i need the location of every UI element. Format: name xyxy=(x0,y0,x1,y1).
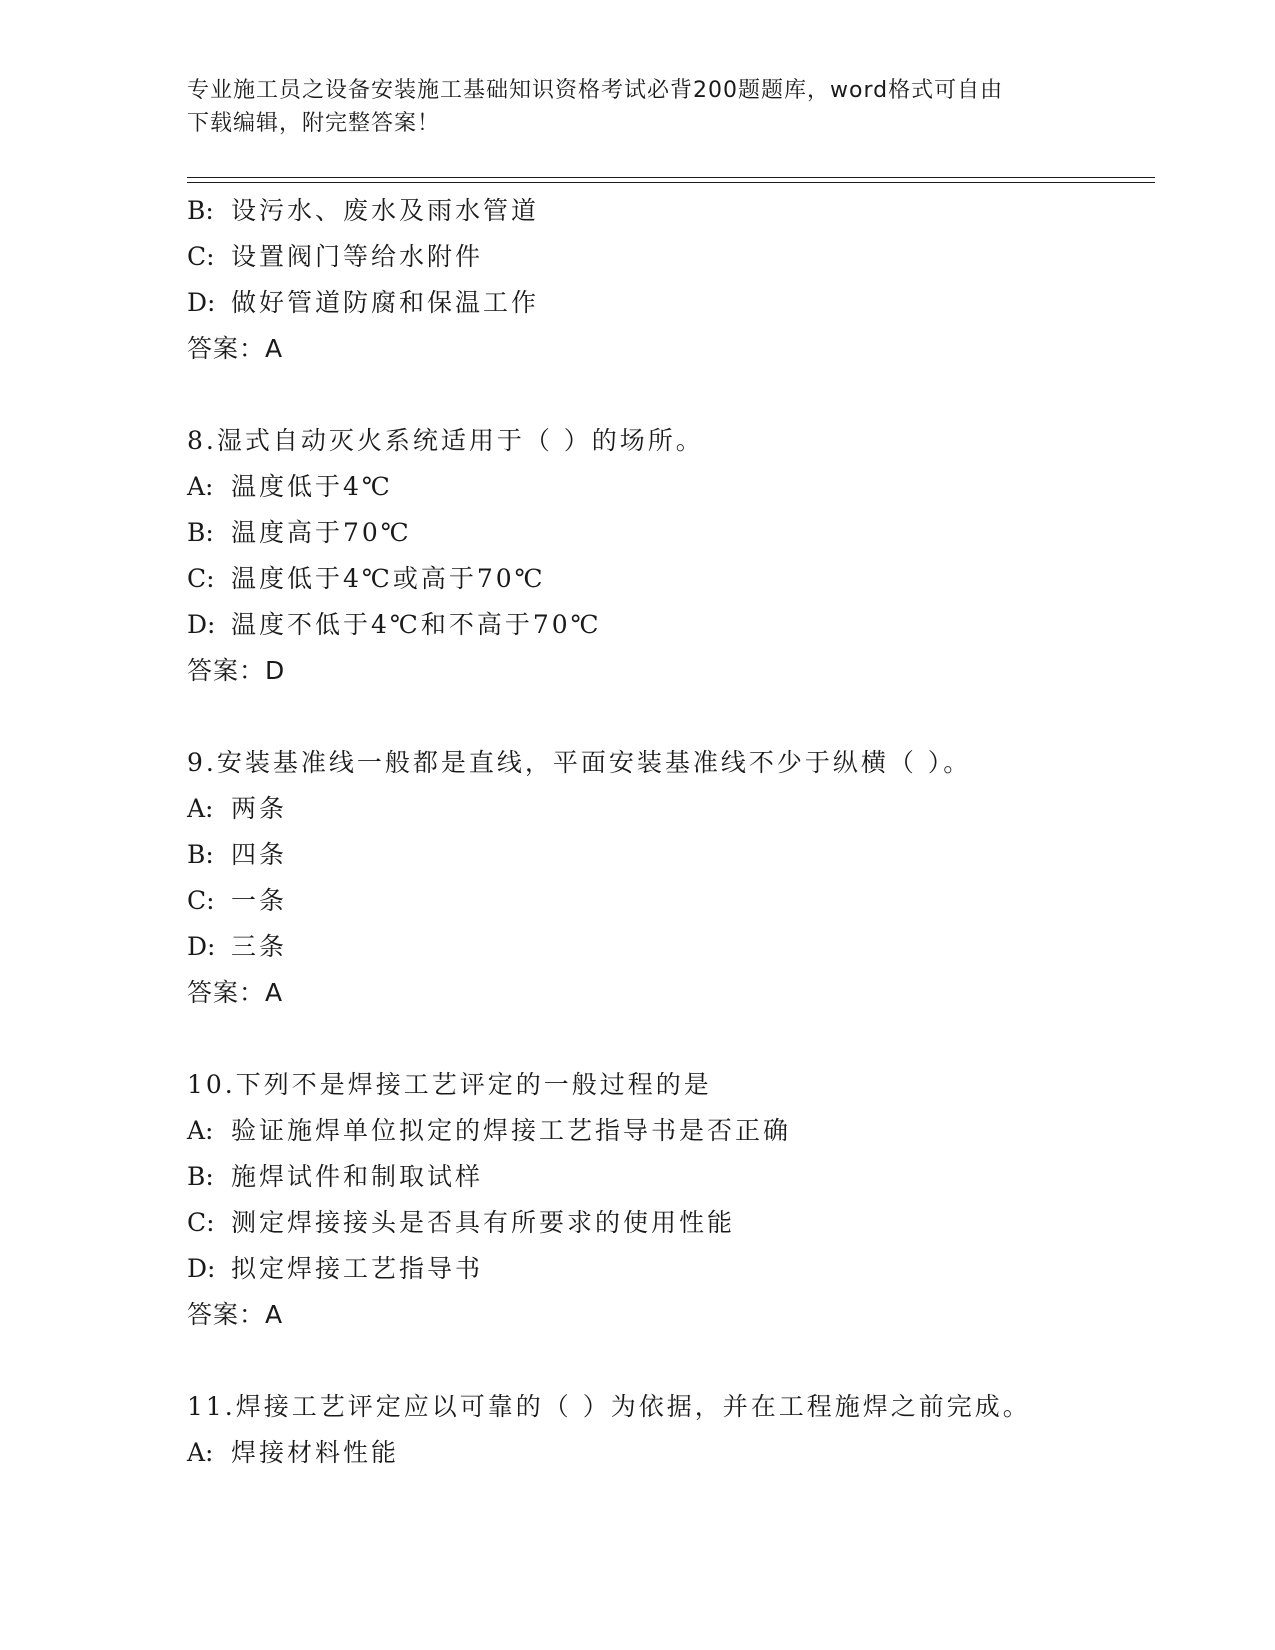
option-text: 测定焊接接头是否具有所要求的使用性能 xyxy=(231,1208,736,1237)
option-row xyxy=(187,1200,1155,1246)
question-9 xyxy=(187,740,1155,1016)
option-row xyxy=(187,188,1155,234)
option-text: 一条 xyxy=(231,886,288,915)
option-text: 做好管道防腐和保温工作 xyxy=(231,288,540,317)
option-row xyxy=(187,878,1155,924)
option-label: B: xyxy=(187,518,214,547)
spacer xyxy=(187,694,1155,740)
option-row xyxy=(187,1246,1155,1292)
option-label: D: xyxy=(187,610,216,639)
option-label: D: xyxy=(187,288,216,317)
option-text: 验证施焊单位拟定的焊接工艺指导书是否正确 xyxy=(231,1116,792,1145)
option-label: A: xyxy=(187,472,214,501)
header-rule-bottom xyxy=(187,182,1155,183)
option-row xyxy=(187,786,1155,832)
option-row xyxy=(187,280,1155,326)
option-row xyxy=(187,924,1155,970)
option-row xyxy=(187,510,1155,556)
answer-line: 答案：A xyxy=(187,1300,284,1329)
option-text: 四条 xyxy=(231,840,288,869)
option-text: 焊接材料性能 xyxy=(231,1438,400,1467)
option-text: 设置阀门等给水附件 xyxy=(231,242,484,271)
option-row xyxy=(187,832,1155,878)
option-row xyxy=(187,464,1155,510)
option-row xyxy=(187,556,1155,602)
spacer xyxy=(187,1016,1155,1062)
question-list xyxy=(187,188,1155,1476)
option-row xyxy=(187,1430,1155,1476)
option-label: B: xyxy=(187,196,214,225)
option-text: 施焊试件和制取试样 xyxy=(231,1162,484,1191)
option-label: A: xyxy=(187,794,214,823)
header-rule-top xyxy=(187,177,1155,178)
option-label: D: xyxy=(187,1254,216,1283)
option-label: D: xyxy=(187,932,216,961)
question-11 xyxy=(187,1384,1155,1476)
option-label: A: xyxy=(187,1116,214,1145)
spacer xyxy=(187,1338,1155,1384)
option-label: C: xyxy=(187,242,215,271)
answer-line: 答案：A xyxy=(187,334,284,363)
header-line-2: 下载编辑，附完整答案！ xyxy=(187,111,441,136)
option-row xyxy=(187,1108,1155,1154)
option-label: C: xyxy=(187,886,215,915)
option-text: 温度低于4℃或高于70℃ xyxy=(231,564,546,593)
question-title: 10.下列不是焊接工艺评定的一般过程的是 xyxy=(187,1070,712,1099)
option-text: 温度低于4℃ xyxy=(231,472,393,501)
option-row xyxy=(187,234,1155,280)
question-title: 11.焊接工艺评定应以可靠的（ ）为依据，并在工程施焊之前完成。 xyxy=(187,1392,1031,1421)
option-text: 两条 xyxy=(231,794,288,823)
option-text: 三条 xyxy=(231,932,288,961)
option-text: 设污水、废水及雨水管道 xyxy=(231,196,540,225)
option-label: C: xyxy=(187,1208,215,1237)
option-text: 拟定焊接工艺指导书 xyxy=(231,1254,484,1283)
option-label: A: xyxy=(187,1438,214,1467)
question-8 xyxy=(187,418,1155,694)
question-title: 8.湿式自动灭火系统适用于（ ）的场所。 xyxy=(187,426,704,455)
option-text: 温度高于70℃ xyxy=(231,518,412,547)
question-title: 9.安装基准线一般都是直线，平面安装基准线不少于纵横（ ）。 xyxy=(187,748,972,777)
option-row xyxy=(187,602,1155,648)
document-header xyxy=(187,74,1067,140)
option-text: 温度不低于4℃和不高于70℃ xyxy=(231,610,602,639)
answer-line: 答案：D xyxy=(187,656,286,685)
option-label: C: xyxy=(187,564,215,593)
question-7-continuation xyxy=(187,188,1155,372)
option-label: B: xyxy=(187,840,214,869)
option-label: B: xyxy=(187,1162,214,1191)
spacer xyxy=(187,372,1155,418)
answer-line: 答案：A xyxy=(187,978,284,1007)
option-row xyxy=(187,1154,1155,1200)
header-line-1: 专业施工员之设备安装施工基础知识资格考试必背200题题库，word格式可自由 xyxy=(187,78,1004,103)
question-10 xyxy=(187,1062,1155,1338)
